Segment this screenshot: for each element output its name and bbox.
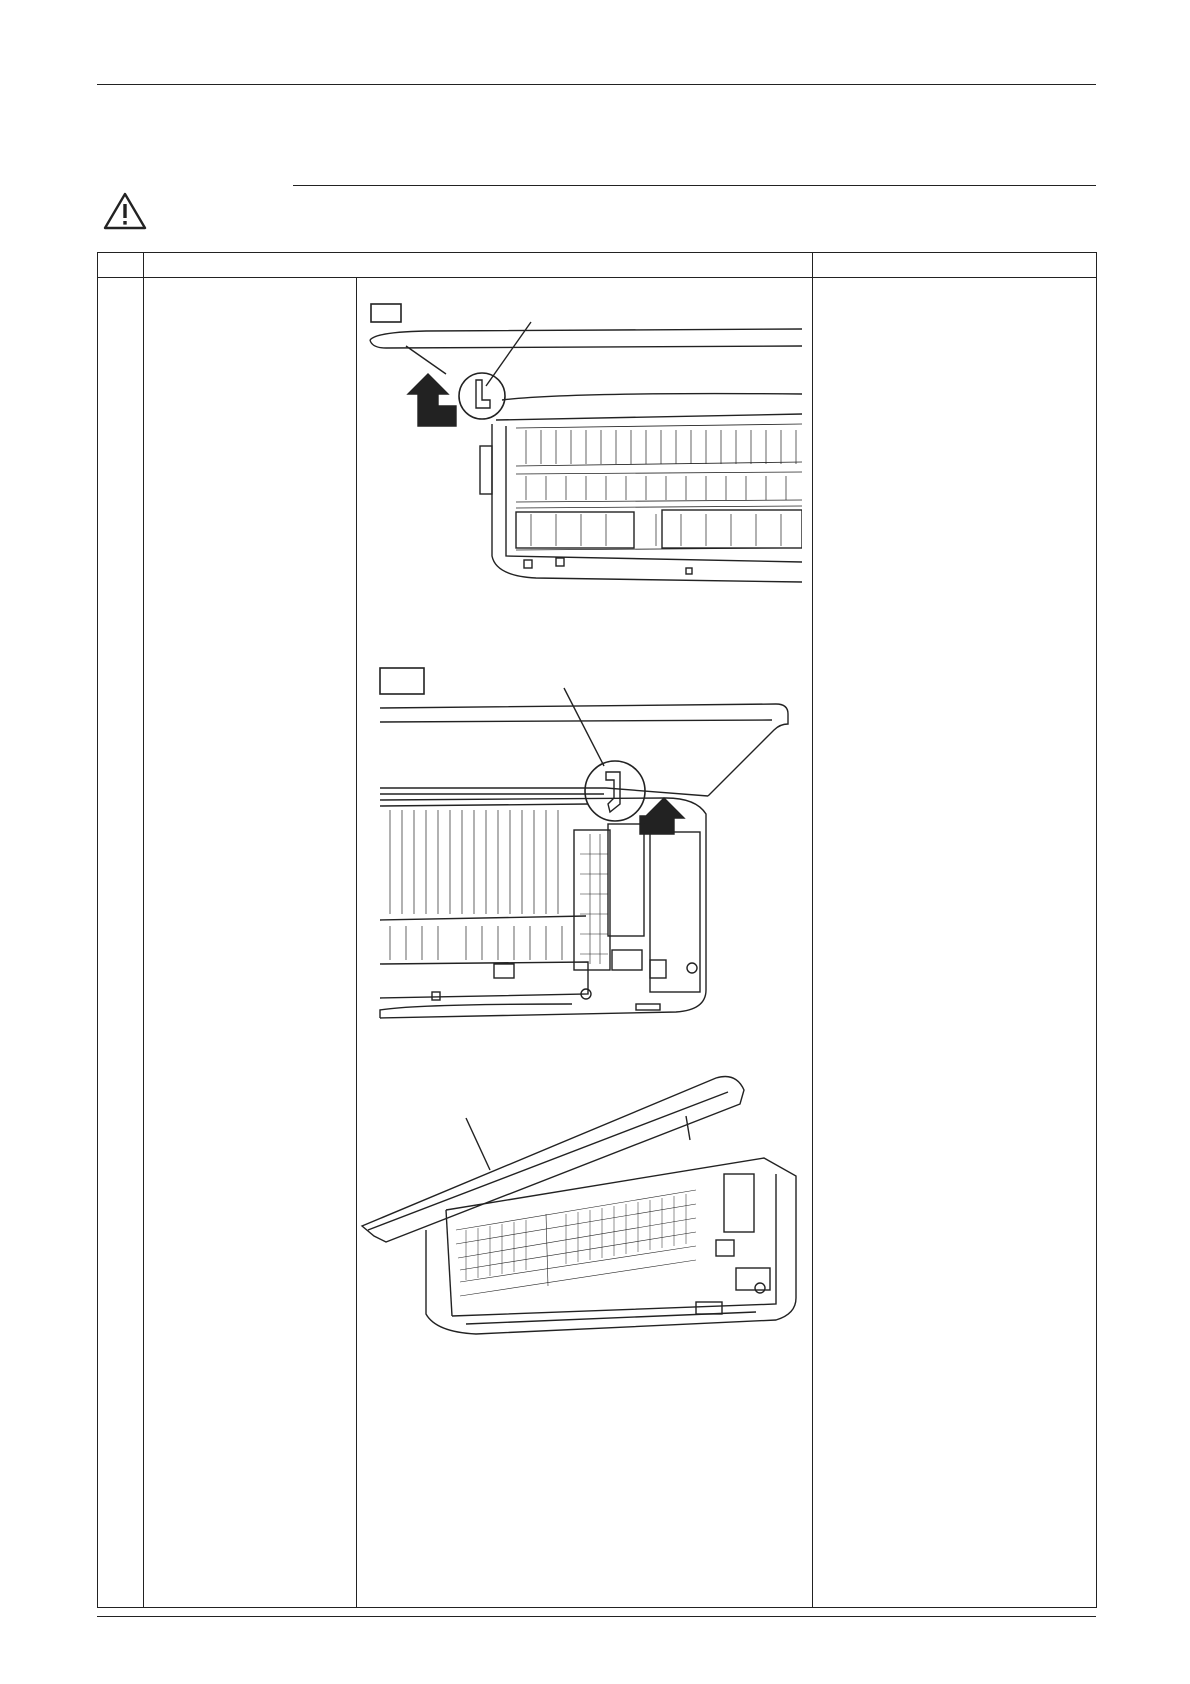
figure-front-panel-left-hinge <box>366 296 802 596</box>
table-top-border <box>97 252 1096 253</box>
table-col-divider-3 <box>812 252 813 1608</box>
table-left-border <box>97 252 98 1608</box>
figure-front-panel-right-hinge <box>376 664 792 1034</box>
up-arrow-icon <box>408 374 456 426</box>
table-col-divider-1 <box>143 252 144 1608</box>
up-arrow-icon <box>640 798 684 834</box>
table-col-divider-2 <box>356 277 357 1608</box>
section-title-rule <box>293 185 1096 186</box>
caution-triangle-icon <box>102 191 148 231</box>
footer-rule <box>97 1616 1096 1617</box>
figure-front-panel-removed <box>356 1070 802 1340</box>
header-rule <box>97 84 1096 85</box>
table-right-border <box>1096 252 1097 1608</box>
table-header-border <box>97 277 1096 278</box>
table-bottom-border <box>97 1607 1096 1608</box>
